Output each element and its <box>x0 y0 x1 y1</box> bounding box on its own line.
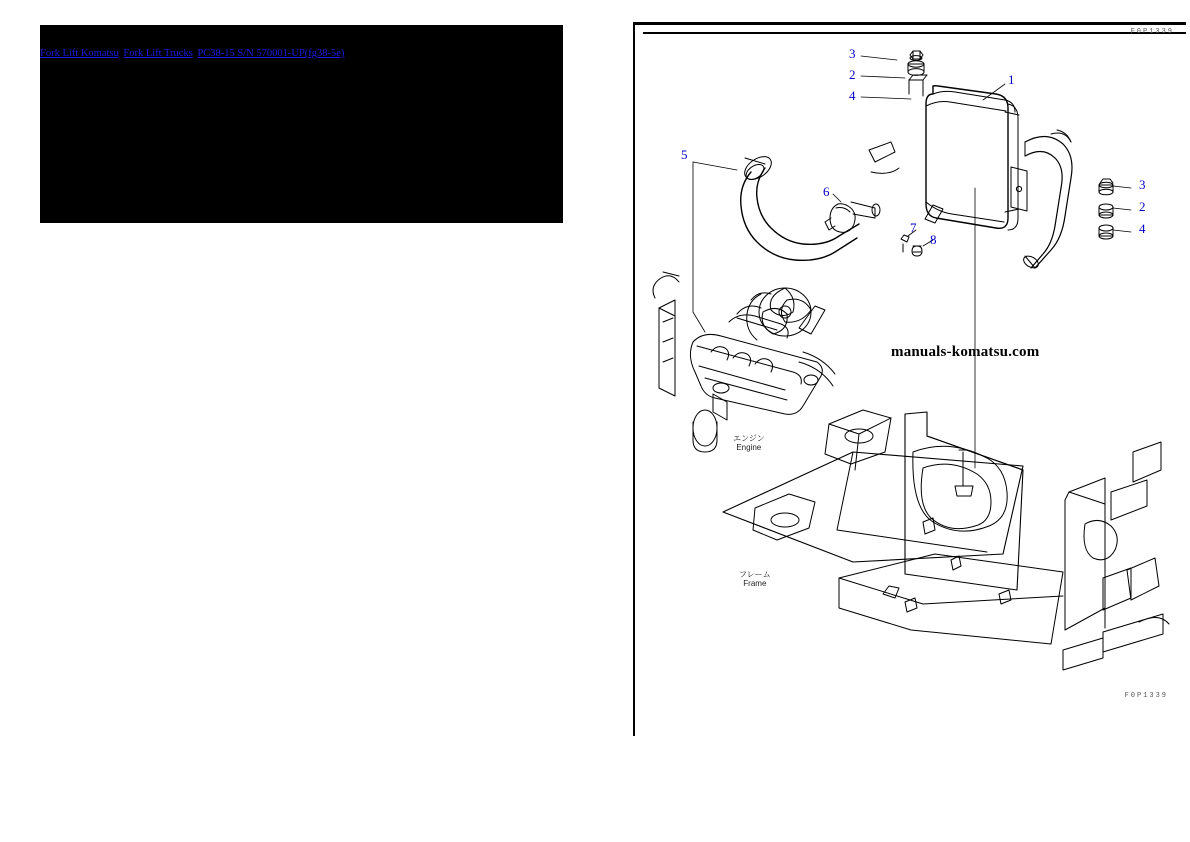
label-engine-en: Engine <box>736 443 762 452</box>
label-engine-jp: エンジン <box>733 434 765 443</box>
label-engine <box>733 434 765 452</box>
callout-3-right: 3 <box>1139 177 1146 192</box>
callout-4-top: 4 <box>849 88 856 103</box>
label-frame-en: Frame <box>743 579 767 588</box>
diagram-artwork <box>633 22 1186 736</box>
callout-1: 1 <box>1008 72 1015 87</box>
callout-2-right: 2 <box>1139 199 1146 214</box>
drawing-corner-code: F0P1339 <box>1130 28 1174 36</box>
breadcrumb-item-1[interactable]: Fork Lift Trucks <box>123 48 193 59</box>
watermark-text: manuals-komatsu.com <box>891 344 1040 360</box>
callout-3-top: 3 <box>849 46 856 61</box>
breadcrumb <box>40 48 560 60</box>
label-frame <box>739 570 771 588</box>
callout-4-right: 4 <box>1139 221 1146 236</box>
breadcrumb-item-0[interactable]: Fork Lift Komatsu <box>40 48 119 59</box>
drawing-bottom-code: F0P1339 <box>1124 692 1168 700</box>
breadcrumb-item-2[interactable]: PC38-15 S/N 570001-UP(fg38-5e) <box>197 48 345 59</box>
callout-7: 7 <box>910 220 917 235</box>
label-frame-jp: フレーム <box>739 570 771 579</box>
callout-5: 5 <box>681 147 688 162</box>
callout-8: 8 <box>930 232 937 247</box>
callout-2-top: 2 <box>849 67 856 82</box>
parts-diagram-panel <box>633 22 1186 736</box>
callout-6: 6 <box>823 184 830 199</box>
